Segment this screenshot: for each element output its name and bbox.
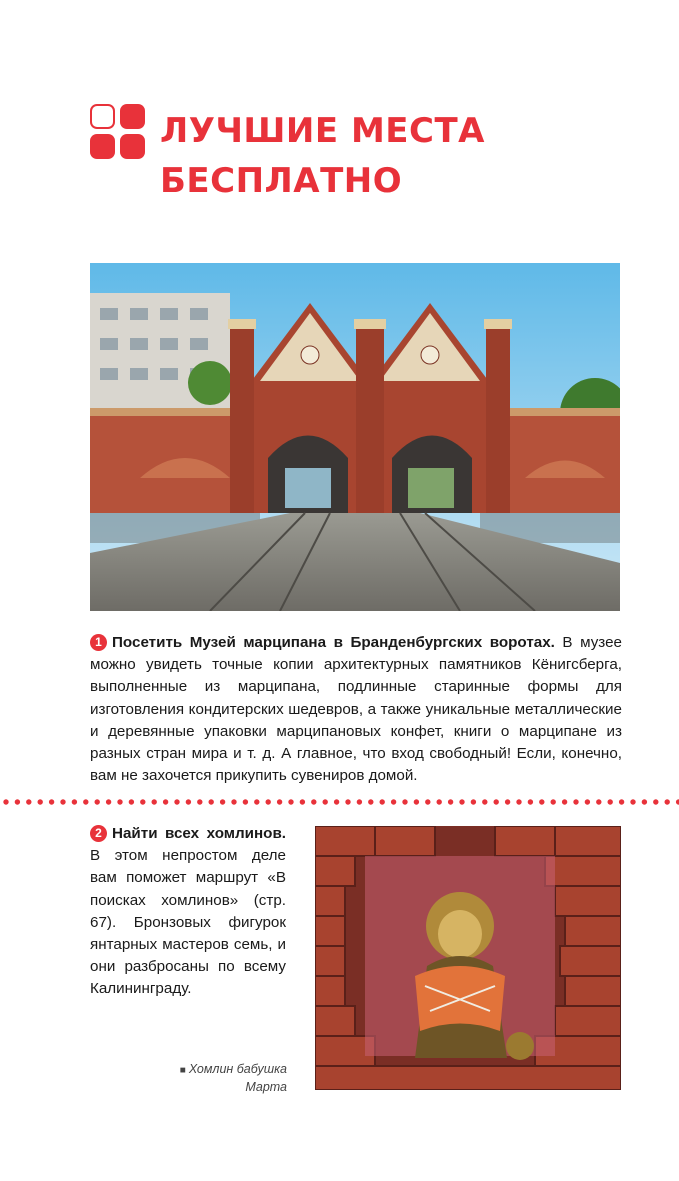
square-bullet-icon: ■ — [179, 1065, 186, 1076]
item-lead: Посетить Музей марципана в Бранденбургских воротах. — [112, 634, 555, 651]
item-homlins — [90, 823, 286, 1001]
grid-squares-icon — [90, 104, 146, 160]
page-title: ЛУЧШИЕ МЕСТА БЕСПЛАТНО — [160, 111, 485, 201]
caption-text: Хомлин бабушка Марта — [188, 1062, 287, 1094]
photo-caption — [150, 1061, 287, 1096]
item-text: В музее можно увидеть точные копии архитектурных памятников Кёнигсберга, выполненные из марципана, подлинные старинные формы для изготовления кондитерских шедевров, а также уникальные металлические и деревянные упаковки марципановых конфет, книги о марципане из разных стран мира и т. д. А главное, что вход свободный! Если, конечно, вам не захочется прикупить сувениров домой. — [90, 634, 622, 785]
item-number-badge: 2 — [90, 825, 107, 842]
item-text: В этом непростом деле вам поможет маршрут «В поисках хомлинов» (стр. 67). Бронзовых фигурок янтарных мастеров семь, и они разбросаны по всему Калининграду. — [90, 847, 286, 998]
homlin-statue-photo — [315, 826, 621, 1090]
dotted-divider — [0, 797, 679, 807]
brandenburg-gate-photo — [90, 263, 620, 611]
item-marzipan-museum — [90, 632, 622, 787]
item-lead: Найти всех хомлинов. — [112, 825, 286, 842]
item-number-badge: 1 — [90, 634, 107, 651]
